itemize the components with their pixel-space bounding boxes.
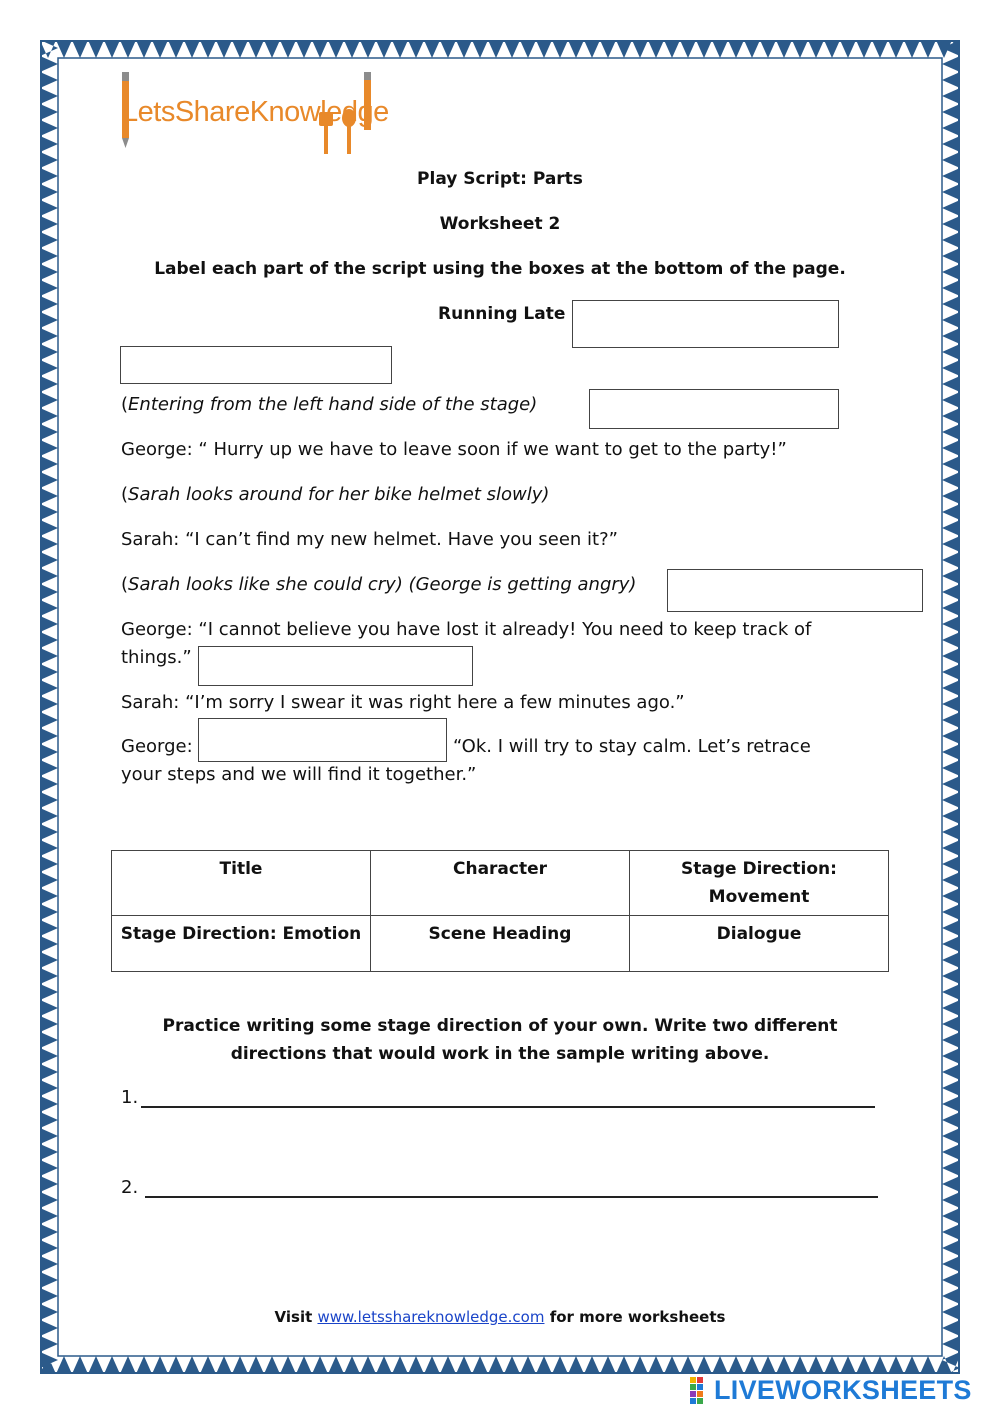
answer-box-movement[interactable] bbox=[589, 389, 839, 429]
script-line-2: George: “ Hurry up we have to leave soon if we want to get to the party!” bbox=[121, 439, 787, 460]
option-cell: Character bbox=[371, 851, 630, 916]
liveworksheets-icon bbox=[690, 1377, 710, 1407]
answer-box-character[interactable] bbox=[198, 718, 447, 762]
answer-box-emotion[interactable] bbox=[667, 569, 923, 612]
script-line-7: Sarah: “I’m sorry I swear it was right here a few minutes ago.” bbox=[121, 692, 685, 713]
label-options-table bbox=[111, 850, 889, 972]
option-cell: Dialogue bbox=[630, 916, 889, 972]
option-cell: Scene Heading bbox=[371, 916, 630, 972]
page-title: Play Script: Parts bbox=[417, 169, 583, 189]
logo bbox=[118, 68, 458, 160]
practice-instruction: Practice writing some stage direction of your own. Write two different directions that would work in the sample writing above. bbox=[162, 1016, 838, 1064]
answer-box-dialogue[interactable] bbox=[198, 646, 473, 686]
table-row bbox=[112, 851, 889, 916]
script-title: Running Late bbox=[438, 304, 566, 324]
liveworksheets-text: LIVEWORKSHEETS bbox=[714, 1375, 972, 1405]
option-cell: Stage Direction: Movement bbox=[630, 851, 889, 916]
script-line-8-cont: your steps and we will find it together.” bbox=[121, 764, 477, 785]
script-line-1: (Entering from the left hand side of the stage) bbox=[121, 394, 538, 415]
script-line-8-speaker: George: bbox=[121, 736, 193, 757]
practice-item-2-number: 2. bbox=[121, 1177, 139, 1198]
answer-box-title[interactable] bbox=[572, 300, 839, 348]
script-line-6-cont: things.” bbox=[121, 647, 192, 668]
worksheet-number: Worksheet 2 bbox=[439, 214, 561, 234]
practice-answer-line-2[interactable] bbox=[145, 1196, 878, 1198]
script-line-5: (Sarah looks like she could cry) (George is getting angry) bbox=[121, 574, 637, 595]
script-line-4: Sarah: “I can’t find my new helmet. Have you seen it?” bbox=[121, 529, 618, 550]
instruction: Label each part of the script using the boxes at the bottom of the page. bbox=[154, 259, 846, 279]
practice-answer-line-1[interactable] bbox=[141, 1106, 875, 1108]
table-row bbox=[112, 916, 889, 972]
script-line-6: George: “I cannot believe you have lost it already! You need to keep track of bbox=[121, 619, 812, 640]
logo-text: LetsShareKnowledge bbox=[122, 96, 389, 128]
practice-item-1-number: 1. bbox=[121, 1087, 139, 1108]
liveworksheets-brand bbox=[690, 1374, 990, 1408]
script-line-8: “Ok. I will try to stay calm. Let’s retrace bbox=[453, 736, 811, 757]
answer-box-scene-heading[interactable] bbox=[120, 346, 392, 384]
footer-link[interactable]: www.letsshareknowledge.com bbox=[317, 1308, 545, 1326]
option-cell: Stage Direction: Emotion bbox=[112, 916, 371, 972]
script-line-3: (Sarah looks around for her bike helmet slowly) bbox=[121, 484, 550, 505]
option-cell: Title bbox=[112, 851, 371, 916]
footer: Visit www.letsshareknowledge.com for more worksheets bbox=[274, 1308, 726, 1326]
